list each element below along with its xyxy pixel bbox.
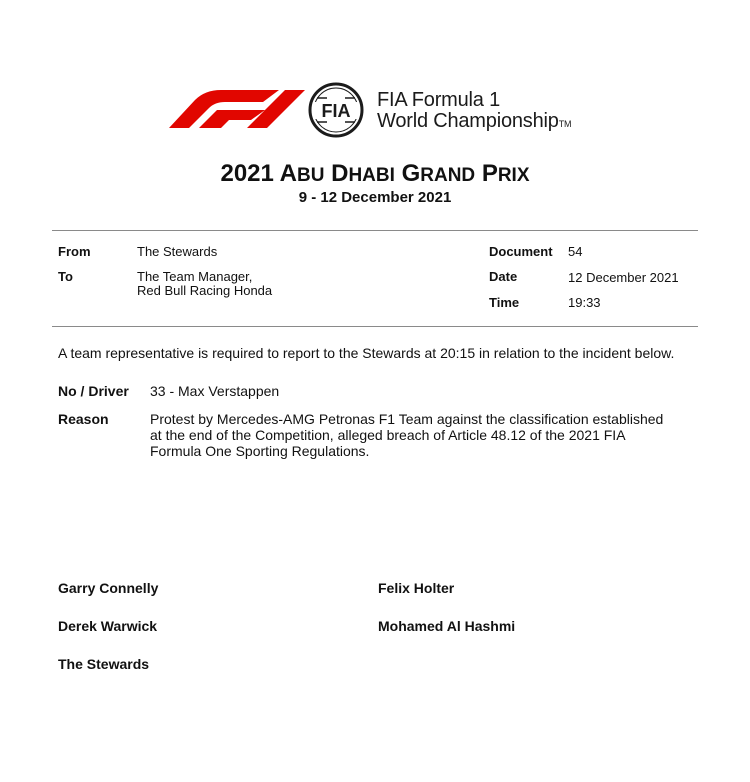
driver-label: No / Driver — [58, 383, 129, 399]
title-d: D — [331, 160, 349, 187]
to-value-line-2: Red Bull Racing Honda — [137, 283, 273, 298]
page-title — [0, 160, 750, 188]
fia-f1-logo — [155, 82, 615, 138]
steward-signature-4: Mohamed Al Hashmi — [378, 618, 516, 634]
date-label: Date — [489, 269, 518, 284]
driver-value: 33 - Max Verstappen — [150, 383, 280, 399]
document-value: 54 — [568, 244, 583, 259]
title-rand: RAND — [420, 165, 476, 186]
document-label: Document — [489, 244, 553, 259]
reason-line-3: Formula One Sporting Regulations. — [150, 443, 370, 459]
header-divider-top — [52, 230, 698, 231]
event-dates: 9 - 12 December 2021 — [298, 189, 452, 206]
steward-signature-3: Derek Warwick — [58, 618, 158, 634]
time-value: 19:33 — [568, 295, 601, 310]
title-g: G — [401, 160, 421, 187]
logo-line-2 — [377, 111, 571, 135]
logo-line-1: FIA Formula 1 — [377, 89, 500, 111]
fia-emblem-text: FIA — [321, 101, 351, 121]
title-bu: BU — [296, 165, 325, 186]
fia-emblem-icon — [307, 82, 367, 138]
title-p: P — [481, 160, 498, 187]
from-label: From — [58, 244, 91, 259]
f1-logo-icon — [155, 88, 305, 128]
trademark: TM — [558, 119, 572, 129]
summons-intro: A team representative is required to report to the Stewards at 20:15 in relation to the incident below. — [58, 345, 675, 361]
logo-wordmark — [377, 90, 571, 135]
time-label: Time — [489, 295, 520, 310]
reason-label: Reason — [58, 411, 109, 427]
reason-value — [150, 411, 695, 459]
to-value-line-1: The Team Manager, — [137, 269, 253, 284]
title-year: 2021 — [220, 160, 274, 187]
stewards-footer: The Stewards — [58, 656, 150, 672]
reason-line-2: at the end of the Competition, alleged breach of Article 48.12 of the 2021 FIA — [150, 427, 626, 443]
steward-signature-2: Felix Holter — [378, 580, 455, 596]
header-divider-bottom — [52, 326, 698, 327]
to-value — [137, 270, 272, 298]
title-rix: RIX — [497, 165, 530, 186]
logo-line-2-text: World Championship — [377, 110, 559, 132]
date-value: 12 December 2021 — [568, 270, 679, 285]
steward-signature-1: Garry Connelly — [58, 580, 159, 596]
title-habi: HABI — [348, 165, 395, 186]
from-value: The Stewards — [137, 244, 218, 259]
reason-line-1: Protest by Mercedes-AMG Petronas F1 Team against the classification established — [150, 411, 664, 427]
title-a: A — [279, 160, 297, 187]
to-label: To — [58, 269, 73, 284]
